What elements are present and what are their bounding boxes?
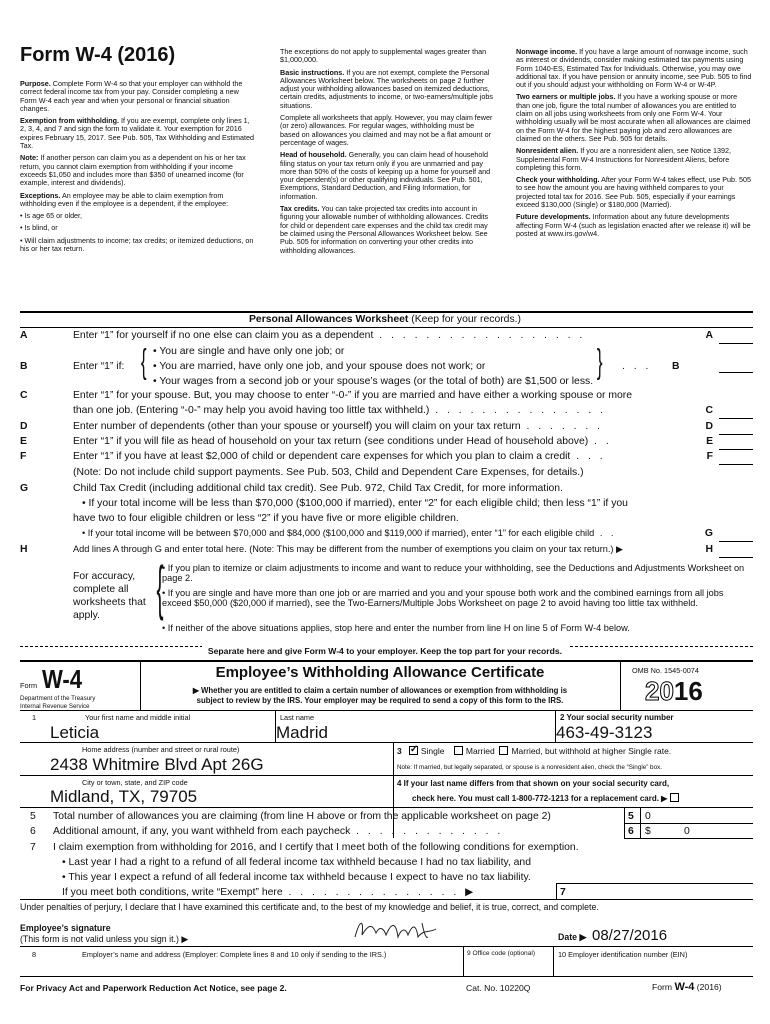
line-5: Total number of allowances you are claiming (from line H above or from the applicable worksheet on page 2) bbox=[53, 811, 551, 822]
paragraph: Tax credits. You can take projected tax credits into account in figuring your allowable number of withholding allowances. Credits for child or dependent care expenses and the child tax credit may be claimed using the Personal Allowances Worksheet below. See Pub. 505 for information on converting your other credits into withholding allowances. bbox=[280, 204, 489, 255]
office-code-field[interactable]: 9 Office code (optional) bbox=[467, 950, 536, 957]
line-c: C Enter “1” for your spouse. But, you may choose to enter “-0-” if you are married and have either a working spouse or more bbox=[20, 390, 633, 401]
line-6: Additional amount, if any, you want withheld from each paycheck . . . . . . . . . . . . . bbox=[53, 826, 504, 837]
form-title: Form W-4 (2016) bbox=[20, 44, 176, 66]
employee-signature bbox=[350, 915, 450, 945]
ein-field[interactable]: 10 Employer identification number (EIN) bbox=[558, 950, 688, 959]
ssn-field[interactable]: 463-49-3123 bbox=[556, 723, 653, 742]
line-a: A Enter “1” for yourself if no one else can claim you as a dependent . . . . . . . . . . . . . . . . . . A bbox=[20, 330, 753, 345]
paragraph: Nonwage income. If you have a large amount of nonwage income, such as interest or dividends, consider making estimated tax payments using Form 1040-ES, Estimated Tax for Individuals. Otherwise, you may owe additional tax. If you have pension or annuity income, see Pub. 505 to find out if you should adjust your withholding on Form W-4 or W-4P. bbox=[516, 47, 752, 90]
name-differs-checkbox[interactable] bbox=[670, 793, 679, 802]
paragraph: Exemption from withholding. If you are exempt, complete only lines 1, 2, 3, 4, and 7 and sign the form to validate it. Your exemption for 2016 expires February 15, 2017. See Pub. 505, Tax Withholding and Estimated Tax. bbox=[20, 116, 254, 151]
allowances-field[interactable]: 0 bbox=[645, 811, 651, 822]
line-g: G Child Tax Credit (including additional child tax credit). See Pub. 972, Child Tax Credit, for more information. bbox=[20, 483, 563, 494]
paragraph: • Is age 65 or older, bbox=[20, 211, 83, 221]
paragraph: Purpose. Complete Form W-4 so that your employer can withhold the correct federal income tax from your pay. Consider completing a new Form W-4 each year and when your personal or financial situation changes. bbox=[20, 79, 243, 113]
employer-name-address-field[interactable]: Employer’s name and address (Employer: Complete lines 8 and 10 only if sending to the IRS.) bbox=[82, 950, 387, 959]
filing-status: 3 ✓ Single Married Married, but withhold at higher Single rate. bbox=[397, 746, 671, 756]
paragraph: • Is blind, or bbox=[20, 223, 58, 233]
single-checkbox[interactable] bbox=[409, 746, 418, 755]
accuracy-note: For accuracy, complete all worksheets that apply. bbox=[73, 571, 146, 621]
paragraph: Nonresident alien. If you are a nonresident alien, see Notice 1392, Supplemental Form W-4 Instructions for Nonresident Aliens, before completing this form. bbox=[516, 146, 731, 172]
additional-amount-field[interactable]: 0 bbox=[684, 826, 690, 837]
paragraph: Future developments. Information about any future developments affecting Form W-4 (such as legislation enacted after we release it) will be posted at www.irs.gov/w4. bbox=[516, 212, 751, 238]
married-higher-rate-checkbox[interactable] bbox=[499, 746, 508, 755]
instructions-col-3 bbox=[516, 48, 753, 242]
date-field[interactable]: 08/27/2016 bbox=[592, 927, 668, 944]
instructions-col-1 bbox=[20, 80, 256, 257]
line-d: D Enter number of dependents (other than your spouse or yourself) you will claim on your tax return . . . . . . . D bbox=[20, 421, 753, 436]
separator: Separate here and give Form W-4 to your employer. Keep the top part for your records. bbox=[0, 641, 770, 659]
last-name-field[interactable]: Madrid bbox=[276, 723, 328, 742]
footer-form-name: Form W-4 (2016) bbox=[652, 981, 722, 993]
paragraph: • Will claim adjustments to income; tax credits; or itemized deductions, on his or her tax return. bbox=[20, 235, 254, 254]
form-w4-logo: W-4 bbox=[42, 664, 83, 694]
privacy-notice: For Privacy Act and Paperwork Reduction Act Notice, see page 2. bbox=[20, 983, 287, 993]
line-h: H Add lines A through G and enter total here. (Note: This may be different from the number of exemptions you claim on your tax return.) ▶ H bbox=[20, 544, 753, 559]
line-7: I claim exemption from withholding for 2016, and I certify that I meet both of the following conditions for exemption. bbox=[53, 842, 579, 853]
paragraph: The exceptions do not apply to supplemental wages greater than $1,000,000. bbox=[280, 47, 487, 65]
paragraph: Exceptions. An employee may be able to claim exemption from withholding even if the employee is a dependent, if the employee: bbox=[20, 190, 229, 208]
paragraph: Note: If another person can claim you as a dependent on his or her tax return, you cannot claim exemption from withholding if your income exceeds $1,050 and includes more than $350 of unearned income (for example, interest and dividends). bbox=[20, 153, 246, 188]
line-e: E Enter “1” if you will file as head of household on your tax return (see conditions under Head of household above) . . E bbox=[20, 436, 753, 451]
line-b-label: Enter “1” if: bbox=[73, 361, 125, 372]
instructions-col-2 bbox=[280, 48, 494, 259]
paragraph: Head of household. Generally, you can claim head of household filing status on your tax return only if you are unmarried and pay more than 50% of the costs of keeping up a home for yourself and your dependent(s) or other qualifying individuals. See Pub. 501, Exemptions, Standard Deduction, and Filing Information, for information. bbox=[280, 150, 491, 201]
paragraph: Complete all worksheets that apply. However, you may claim fewer (or zero) allowances. For regular wages, withholding must be based on allowances you claimed and may not be a flat amount or percentage of wages. bbox=[280, 113, 493, 147]
catalog-number: Cat. No. 10220Q bbox=[466, 983, 531, 993]
married-checkbox[interactable] bbox=[454, 746, 463, 755]
first-name-field[interactable]: Leticia bbox=[50, 723, 100, 742]
address-field[interactable]: 2438 Whitmire Blvd Apt 26G bbox=[50, 755, 264, 774]
perjury-statement: Under penalties of perjury, I declare that I have examined this certificate and, to the best of my knowledge and belief, it is true, correct, and complete. bbox=[20, 902, 599, 912]
tax-year: 2016 bbox=[645, 676, 703, 706]
city-state-zip-field[interactable]: Midland, TX, 79705 bbox=[50, 787, 198, 806]
worksheet-title: Personal Allowances Worksheet (Keep for your records.) bbox=[249, 314, 521, 325]
paragraph: Two earners or multiple jobs. If you have a working spouse or more than one job, figure the total number of allowances you are entitled to claim on all jobs using worksheets from only one Form W-4. Your withholding usually will be most accurate when all allowances are claimed on the Form W-4 for the highest paying job and zero allowances are claimed on the others. See Pub. 505 for details. bbox=[516, 92, 751, 143]
line-f: F Enter “1” if you have at least $2,000 of child or dependent care expenses for which you plan to claim a credit . . . F bbox=[20, 451, 753, 466]
paragraph: Basic instructions. If you are not exempt, complete the Personal Allowances Worksheet below. The worksheets on page 2 further adjust your withholding allowances based on itemized deductions, certain credits, adjustments to income, or two-earners/multiple jobs situations. bbox=[280, 67, 493, 110]
paragraph: Check your withholding. After your Form W-4 takes effect, use Pub. 505 to see how the amount you are having withheld compares to your projected total tax for 2016. See Pub. 505, especially if your earnings exceed $130,000 (Single) or $180,000 (Married). bbox=[516, 175, 752, 210]
certificate-title: Employee’s Withholding Allowance Certificate bbox=[215, 664, 545, 681]
